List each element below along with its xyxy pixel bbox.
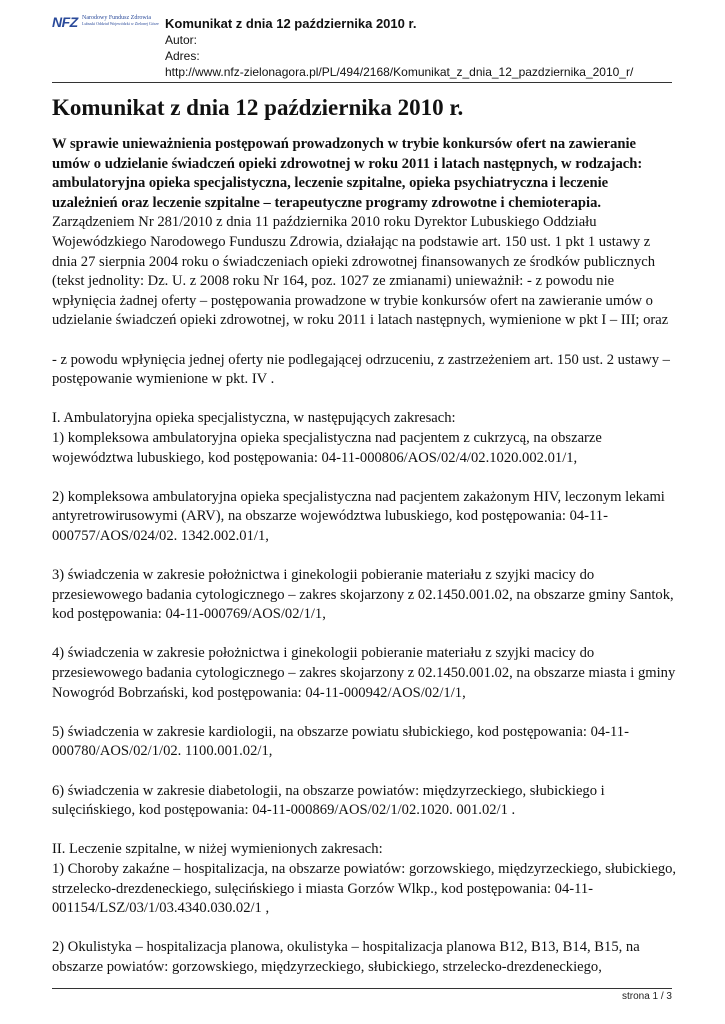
intro-paragraph: Zarządzeniem Nr 281/2010 z dnia 11 października 2010 roku Dyrektor Lubuskiego Oddziału Wojewódzkiego Narodowego Funduszu Zdrowia, działając na podstawie art. 150 ust. 1 pkt 1 ustawy z dnia 27 sierpnia 2004 roku o świadczeniach opieki zdrowotnej finansowanych ze środków publicznych (tekst jednolity: Dz. U. z 2008 roku Nr 164, poz. 1027 ze zmianami) unieważnił: - z powodu nie wpłynięcia żadnej oferty – postępowania prowadzone w trybie konkursów ofert na zawieranie umów o udzielanie świadczeń opieki zdrowotnej, w roku 2011 i latach następnych, wymienione w pkt I – III; oraz [52, 214, 669, 329]
lead-paragraph: W sprawie unieważnienia postępowań prowadzonych w trybie konkursów ofert na zawieranie umów o udzielanie świadczeń opieki zdrowotnej w roku 2011 i latach następnych, w rodzajach: ambulatoryjna opieka specjalistyczna, leczenie szpitalne, opieka psychiatryczna i leczenie uzależnień oraz leczenie szpitalne – terapeutyczne programy zdrowotne i chemioterapia. [52, 136, 643, 211]
logo-branch: Lubuski Oddział Wojewódzki w Zielonej Górze [82, 21, 159, 26]
list-item: 2) Okulistyka – hospitalizacja planowa, okulistyka – hospitalizacja planowa B12, B13, B14, B15, na obszarze powiatów: gorzowskiego, międzyrzeckiego, słubickiego, strzelecko-drezdeneckiego, [52, 939, 640, 975]
document-meta [165, 16, 633, 80]
section-1 [52, 409, 677, 468]
address-label: Adres: [165, 49, 200, 63]
header-divider [52, 82, 672, 83]
list-item: 1) kompleksowa ambulatoryjna opieka specjalistyczna nad pacjentem z cukrzycą, na obszarze województwa lubuskiego, kod postępowania: 04-11-000806/AOS/02/4/02.1020.002.01/1, [52, 429, 602, 466]
list-item: 6) świadczenia w zakresie diabetologii, na obszarze powiatów: międzyrzeckiego, słubickiego i sulęcińskiego, kod postępowania: 04-11-000869/AOS/02/1/02.1020. 001.02/1 . [52, 782, 605, 819]
author-label: Autor: [165, 33, 198, 47]
footer-divider [52, 988, 672, 989]
paragraph: - z powodu wpłynięcia jednej oferty nie podlegającej odrzuceniu, z zastrzeżeniem art. 150 ust. 2 ustawy – postępowanie wymienione w pkt. IV . [52, 351, 670, 388]
list-item: 4) świadczenia w zakresie położnictwa i ginekologii pobieranie materiału z szyjki macicy do przesiewowego badania cytologicznego – zakres skojarzony z 02.1450.001.02, na obszarze miasta i gminy Nowogród Bobrzański, kod postępowania: 04-11-000942/AOS/02/1/1, [52, 645, 676, 701]
logo-mark: NFZ [52, 14, 78, 30]
section-heading: II. Leczenie szpitalne, w niżej wymienionych zakresach: [52, 841, 383, 858]
logo-name: Narodowy Fundusz Zdrowia [82, 15, 151, 21]
page-header [52, 10, 672, 82]
section-heading: I. Ambulatoryjna opieka specjalistyczna, w następujących zakresach: [52, 410, 456, 427]
section-2 [52, 840, 677, 918]
list-item: 3) świadczenia w zakresie położnictwa i ginekologii pobieranie materiału z szyjki macicy do przesiewowego badania cytologicznego – zakres skojarzony z 02.1450.001.02, na obszarze gminy Santok, kod postępowania: 04-11-000769/AOS/02/1/1, [52, 567, 674, 623]
list-item: 5) świadczenia w zakresie kardiologii, na obszarze powiatu słubickiego, kod postępowania: 04-11-000780/AOS/02/1/02. 1100.001.02/1, [52, 723, 629, 760]
source-url[interactable]: http://www.nfz-zielonagora.pl/PL/494/2168/Komunikat_z_dnia_12_pazdziernika_2010_r/ [165, 65, 634, 79]
header-title: Komunikat z dnia 12 października 2010 r. [165, 16, 417, 31]
list-item: 1) Choroby zakaźne – hospitalizacja, na obszarze powiatów: gorzowskiego, międzyrzeckiego, słubickiego, strzelecko-drezdeneckiego, sulęcińskiego i miasta Gorzów Wlkp., kod postępowania: 04-11-001154/LSZ/03/1/03.4340.030.02/1 , [52, 860, 677, 917]
page-title: Komunikat z dnia 12 października 2010 r. [52, 95, 464, 120]
nfz-logo [52, 14, 164, 40]
article-body [52, 135, 677, 997]
list-item: 2) kompleksowa ambulatoryjna opieka specjalistyczna nad pacjentem zakażonym HIV, leczonym lekami antyretrowirusowymi (ARV), na obszarze województwa lubuskiego, kod postępowania: 04-11-000757/AOS/024/02. 1342.002.01/1, [52, 488, 665, 544]
page-number: strona 1 / 3 [621, 991, 672, 1002]
